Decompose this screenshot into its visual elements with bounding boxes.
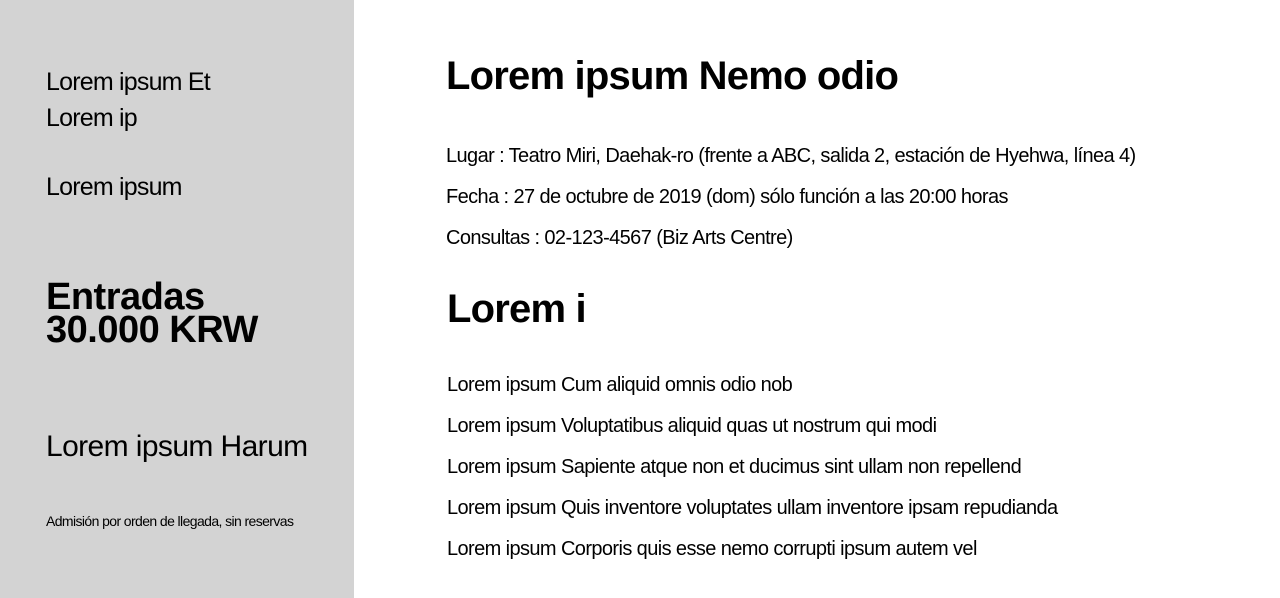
ticket-price-label: Entradas [46,276,205,318]
info-contact: Consultas : 02-123-4567 (Biz Arts Centre) [446,227,793,249]
list-item: Lorem ipsum Quis inventore voluptates ullam inventore ipsam repudianda [447,497,1058,519]
info-date: Fecha : 27 de octubre de 2019 (dom) sólo función a las 20:00 horas [446,186,1008,208]
sidebar-panel [0,0,354,598]
main-content [354,0,1280,598]
sidebar-line-2: Lorem ip [46,104,137,132]
list-item: Lorem ipsum Cum aliquid omnis odio nob [447,374,793,396]
sidebar-line-1: Lorem ipsum Et [46,68,210,96]
section-title: Lorem i [447,287,586,331]
list-item: Lorem ipsum Sapiente atque non et ducimus sint ullam non repellend [447,456,1022,478]
info-venue: Lugar : Teatro Miri, Daehak-ro (frente a ABC, salida 2, estación de Hyehwa, línea 4) [446,145,1136,167]
page-title: Lorem ipsum Nemo odio [446,54,899,98]
admission-note: Admisión por orden de llegada, sin reservas [46,513,294,529]
list-item: Lorem ipsum Corporis quis esse nemo corrupti ipsum autem vel [447,538,977,560]
sidebar-line-3: Lorem ipsum [46,173,182,201]
ticket-price-value: 30.000 KRW [46,309,258,351]
sidebar-harum-text: Lorem ipsum Harum [46,430,308,463]
ticket-price [46,276,258,351]
list-item: Lorem ipsum Voluptatibus aliquid quas ut nostrum qui modi [447,415,937,437]
